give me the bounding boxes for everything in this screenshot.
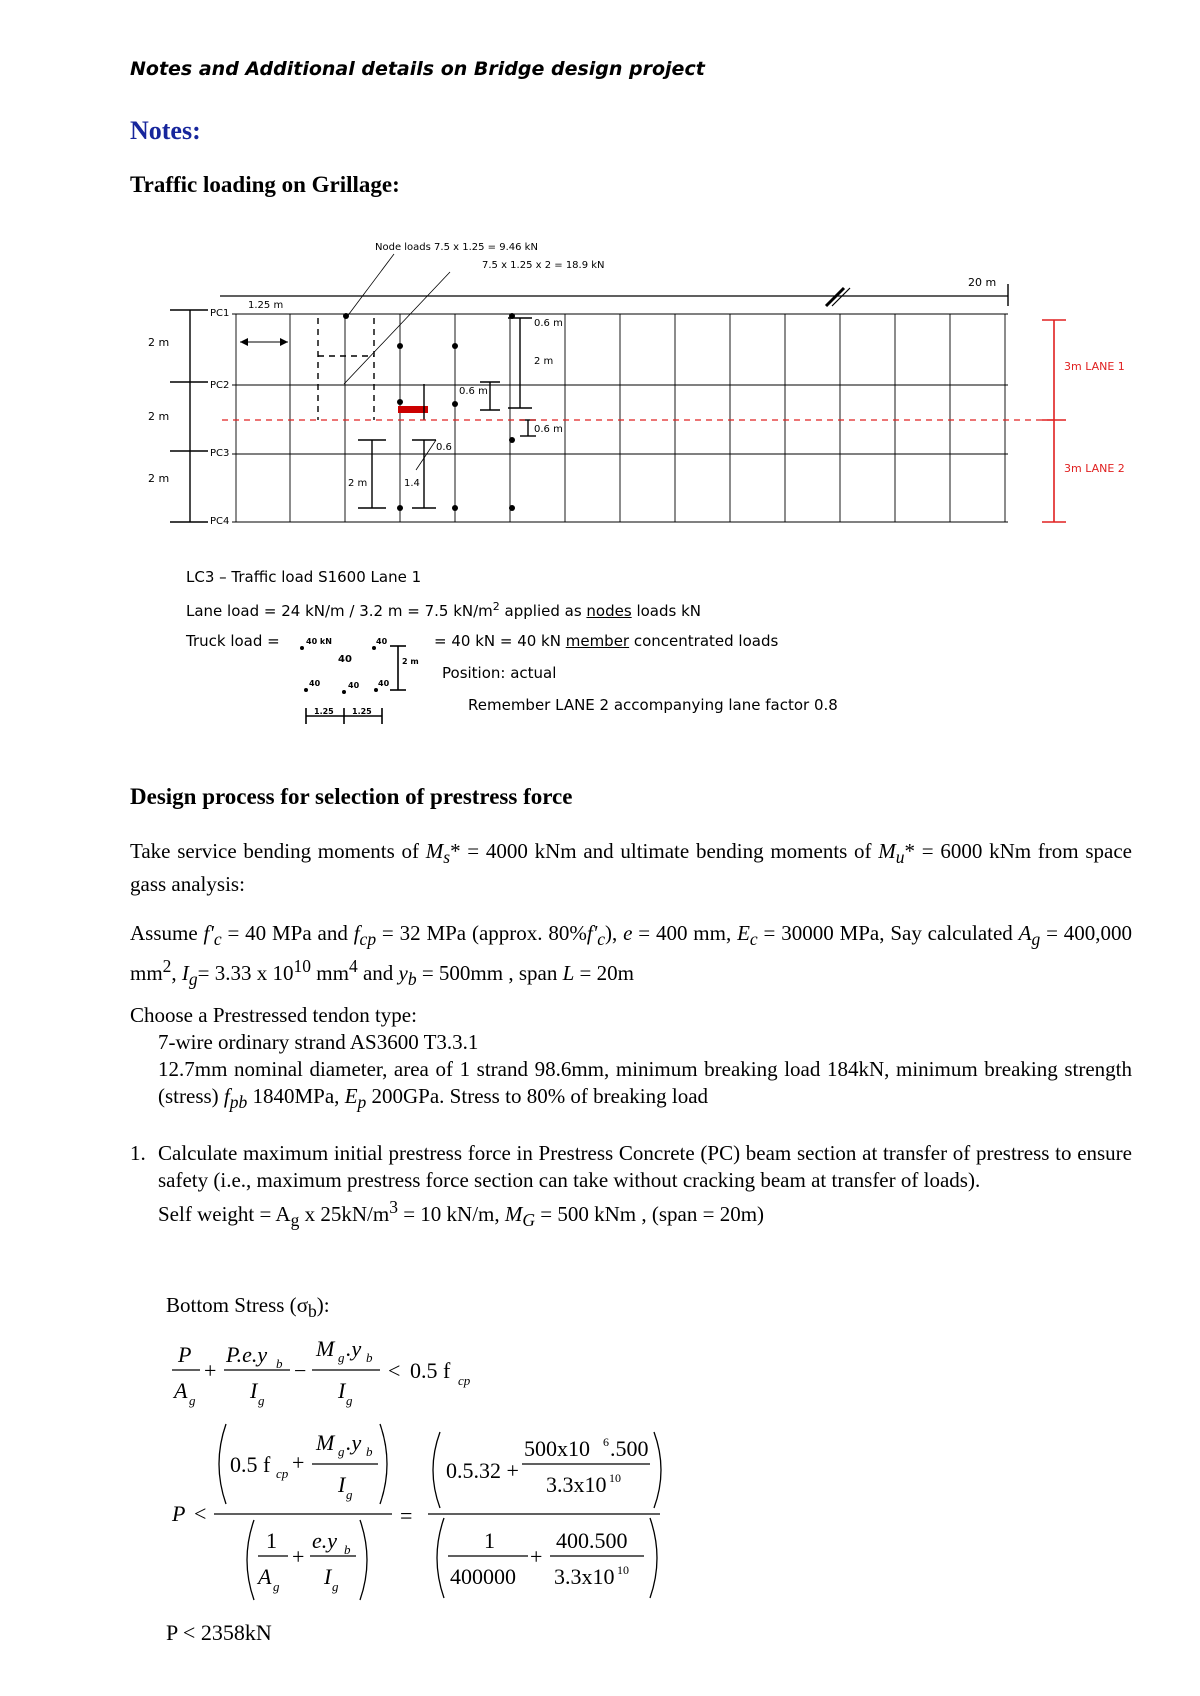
- truck-40-c: 40: [309, 679, 321, 688]
- eq1-I: I: [250, 1378, 258, 1403]
- p2-L: L: [562, 961, 575, 986]
- spacing-label: 1.25 m: [248, 300, 284, 311]
- p2-c: = 32 MPa (approx. 80%: [376, 921, 587, 945]
- sw-d: = 500 kNm , (span = 20m): [535, 1202, 765, 1226]
- eq1-M: M: [316, 1336, 335, 1361]
- p1-ms-sub: s: [443, 847, 451, 868]
- p1-c: * = 6000 kNm from space gass analysis:: [130, 839, 1132, 897]
- eq2-cp: cp: [276, 1466, 289, 1481]
- bs-b: ):: [316, 1293, 330, 1317]
- eq2-M-sub: g: [338, 1444, 345, 1459]
- eq2-plus3: +: [530, 1544, 543, 1569]
- p2-fcp-sub: cp: [359, 929, 377, 950]
- p3-a: Choose a Prestressed tendon type:: [130, 1003, 417, 1027]
- p2-fcp: f: [353, 921, 360, 945]
- p2-d: ),: [605, 921, 624, 945]
- eq2-half-f: 0.5 f: [230, 1452, 271, 1477]
- bs-sub: b: [308, 1301, 317, 1322]
- traffic-heading: Traffic loading on Grillage:: [130, 172, 400, 197]
- p1-mu: M: [878, 839, 896, 863]
- eq2-I: I: [338, 1472, 346, 1497]
- remember-text: Remember LANE 2 accompanying lane factor 0.8: [468, 696, 838, 714]
- truck-eq-member: member: [565, 632, 630, 650]
- dim-left-1: 2 m: [148, 336, 170, 349]
- position-text: Position: actual: [442, 664, 557, 682]
- eq2-I-sub: g: [346, 1487, 353, 1502]
- bs-a: Bottom Stress (: [166, 1293, 297, 1317]
- dim-06-top: 0.6 m: [534, 318, 563, 329]
- truck-2m: 2 m: [402, 657, 419, 666]
- p3-e: 200GPa. Stress to 80% of breaking load: [366, 1084, 709, 1108]
- p2-l: = 500mm , span: [416, 961, 563, 986]
- dim-06-mid: 0.6 m: [459, 386, 488, 397]
- eq1-dot-y: .y: [346, 1336, 362, 1361]
- p3-ep-sub: p: [357, 1092, 367, 1113]
- p3-fpb-sub: pb: [229, 1092, 248, 1113]
- p2-b: = 40 MPa and: [221, 921, 354, 945]
- eq2-d4: 3.3x10: [554, 1564, 615, 1589]
- sw-b: x 25kN/m: [299, 1202, 390, 1226]
- p3-fpb: f: [223, 1084, 230, 1108]
- p2-yb: y: [398, 961, 408, 986]
- eq2-d2-sup: 10: [609, 1471, 621, 1485]
- p2-fc2: f': [586, 921, 598, 945]
- eq1-Pe: P.e.y: [226, 1342, 268, 1367]
- lane-load-text: Lane load = 24 kN/m / 3.2 m = 7.5 kN/m: [186, 602, 493, 620]
- p1-ms: M: [425, 839, 444, 863]
- p1-b: * = 4000 kNm and ultimate bending moments of: [450, 839, 879, 863]
- p3-d: 1840MPa,: [247, 1084, 345, 1108]
- truck-eq-a: = 40 kN = 40 kN: [434, 632, 566, 650]
- eq1-M-sub: g: [338, 1350, 345, 1365]
- bs-sigma: σ: [296, 1293, 309, 1317]
- dim-left-2: 2 m: [148, 410, 170, 423]
- eq1-I-sub: g: [258, 1393, 265, 1408]
- design-heading: Design process for selection of prestress force: [130, 784, 573, 809]
- lane-load-nodes: nodes: [586, 602, 632, 620]
- sw-sup: 3: [389, 1197, 398, 1217]
- eq2-one: 1: [266, 1528, 277, 1553]
- eq2-n1: 0.5.32 +: [446, 1458, 519, 1483]
- eq2-d4-sup: 10: [617, 1563, 629, 1577]
- truck-load-label: Truck load =: [186, 632, 280, 650]
- p1-a: Take service bending moments of: [130, 839, 426, 863]
- eq2-ey: e.y: [312, 1528, 338, 1553]
- eq2-one-b: 1: [484, 1528, 495, 1553]
- p3-ep: E: [344, 1084, 358, 1108]
- sw-a: Self weight = A: [158, 1202, 291, 1226]
- eq1-I2: I: [338, 1378, 346, 1403]
- p2-ag: A: [1018, 921, 1032, 945]
- pc3-label: PC3: [210, 448, 230, 459]
- sw-c: = 10 kN/m,: [397, 1202, 505, 1226]
- eq2-A-sub: g: [273, 1579, 280, 1594]
- dim-14: 1.4: [404, 478, 420, 489]
- p2-m: = 20m: [574, 961, 634, 986]
- eq2-plus2: +: [292, 1544, 305, 1569]
- eq1-A-sub: g: [189, 1393, 196, 1408]
- truck-40-e: 40: [378, 679, 390, 688]
- truck-40-b: 40: [338, 654, 352, 665]
- p2-j-sup: 4: [348, 956, 358, 977]
- truck-eq-b: concentrated loads: [629, 632, 779, 650]
- truck-125-b: 1.25: [352, 707, 372, 716]
- node-loads-label-2: 7.5 x 1.25 x 2 = 18.9 kN: [482, 260, 605, 271]
- sw-sub: g: [290, 1210, 300, 1231]
- p2-e: = 400 mm,: [632, 921, 738, 945]
- truck-40-d: 40: [348, 681, 360, 690]
- eq1-Pe-sub: b: [276, 1356, 283, 1371]
- p2-fc2-sub: c: [597, 929, 605, 950]
- p1-mu-sub: u: [895, 847, 905, 868]
- eq1-A: A: [174, 1378, 188, 1403]
- eq2-n2: 500x10: [524, 1436, 590, 1461]
- dim-06-bottom: 0.6 m: [534, 424, 563, 435]
- dim-2m-mid: 2 m: [534, 356, 554, 367]
- span-label: 20 m: [968, 276, 997, 289]
- p2-yb-sub: b: [407, 969, 417, 990]
- eq2-equals: =: [400, 1503, 413, 1528]
- eq2-I2-sub: g: [332, 1579, 339, 1594]
- p2-fc: f': [203, 921, 214, 945]
- item1-num: 1.: [130, 1141, 146, 1165]
- eq1-I2-sub: g: [346, 1393, 353, 1408]
- p2-ig: I: [181, 961, 189, 986]
- p2-f: = 30000 MPa, Say calculated: [757, 921, 1019, 945]
- eq2-P: P: [172, 1501, 186, 1526]
- eq2-d3: 400000: [450, 1564, 516, 1589]
- notes-heading: Notes:: [130, 116, 201, 145]
- eq2-M: M: [316, 1430, 335, 1455]
- p2-g-sup: 2: [162, 956, 172, 977]
- eq1-P: P: [178, 1342, 192, 1367]
- p2-k: and: [357, 961, 399, 986]
- eq2-y-sub: b: [366, 1444, 373, 1459]
- item1-text: Calculate maximum initial prestress force in Prestress Concrete (PC) beam section at transfer of prestress to ensure safety (i.e., maximum prestress force section can take without cracking beam at transfer of loads).: [158, 1141, 1132, 1192]
- dim-2m-bottom: 2 m: [348, 478, 368, 489]
- lane1-label: 3m LANE 1: [1064, 360, 1125, 373]
- eq2-I2: I: [324, 1564, 332, 1589]
- p2-h: ,: [171, 961, 182, 986]
- eq2-d2: 3.3x10: [546, 1472, 607, 1497]
- document-header: Notes and Additional details on Bridge design project: [130, 58, 705, 80]
- p2-g: = 400,000 mm: [130, 921, 1133, 986]
- lane-load-text-b: applied as: [499, 602, 587, 620]
- sw-mg-sub: G: [522, 1210, 536, 1231]
- p2-j: mm: [311, 961, 349, 986]
- sw-mg: M: [504, 1202, 523, 1226]
- p2-i-sup: 10: [293, 956, 312, 977]
- eq2-n2-sup: 6: [603, 1435, 609, 1449]
- eq2-n4: 400.500: [556, 1528, 628, 1553]
- eq-result: P < 2358kN: [166, 1620, 272, 1645]
- eq2-n2b: .500: [610, 1436, 649, 1461]
- dim-left-3: 2 m: [148, 472, 170, 485]
- eq2-dot-y: .y: [346, 1430, 362, 1455]
- p2-ec: E: [737, 921, 750, 945]
- eq1-minus: −: [294, 1358, 307, 1383]
- p2-i: = 3.33 x 10: [197, 961, 294, 986]
- pc1-label: PC1: [210, 308, 230, 319]
- p2-ec-sub: c: [749, 929, 758, 950]
- p3-b: 7-wire ordinary strand AS3600 T3.3.1: [158, 1030, 479, 1054]
- p2-fc-sub: c: [213, 929, 222, 950]
- p2-ag-sub: g: [1031, 929, 1041, 950]
- eq1-cp: cp: [458, 1373, 471, 1388]
- eq2-A: A: [258, 1564, 272, 1589]
- eq2-lt: <: [194, 1501, 207, 1526]
- truck-125-a: 1.25: [314, 707, 334, 716]
- eq2-ey-sub: b: [344, 1542, 351, 1557]
- pc4-label: PC4: [210, 516, 230, 527]
- eq1-y-sub: b: [366, 1350, 373, 1365]
- eq1-half-f: 0.5 f: [410, 1358, 451, 1383]
- truck-40-a: 40: [376, 637, 388, 646]
- dim-06-small: 0.6: [436, 442, 452, 453]
- p2-ig-sub: g: [188, 969, 198, 990]
- p2-a: Assume: [130, 921, 204, 945]
- truck-40kn: 40 kN: [306, 637, 332, 646]
- lane2-label: 3m LANE 2: [1064, 462, 1125, 475]
- lane-load-sup: 2: [492, 600, 500, 613]
- node-loads-label-1: Node loads 7.5 x 1.25 = 9.46 kN: [375, 242, 538, 253]
- eq2-plus: +: [292, 1450, 305, 1475]
- lane-load-text-c: loads kN: [631, 602, 701, 620]
- p2-e-sym: e: [623, 921, 633, 945]
- p3-c: 12.7mm nominal diameter, area of 1 strand 98.6mm, minimum breaking load 184kN, minimum breaking strength (stress): [158, 1057, 1132, 1108]
- pc2-label: PC2: [210, 380, 230, 391]
- eq1-plus: +: [204, 1358, 217, 1383]
- eq1-lt: <: [388, 1358, 401, 1383]
- lc3-title: LC3 – Traffic load S1600 Lane 1: [186, 568, 422, 586]
